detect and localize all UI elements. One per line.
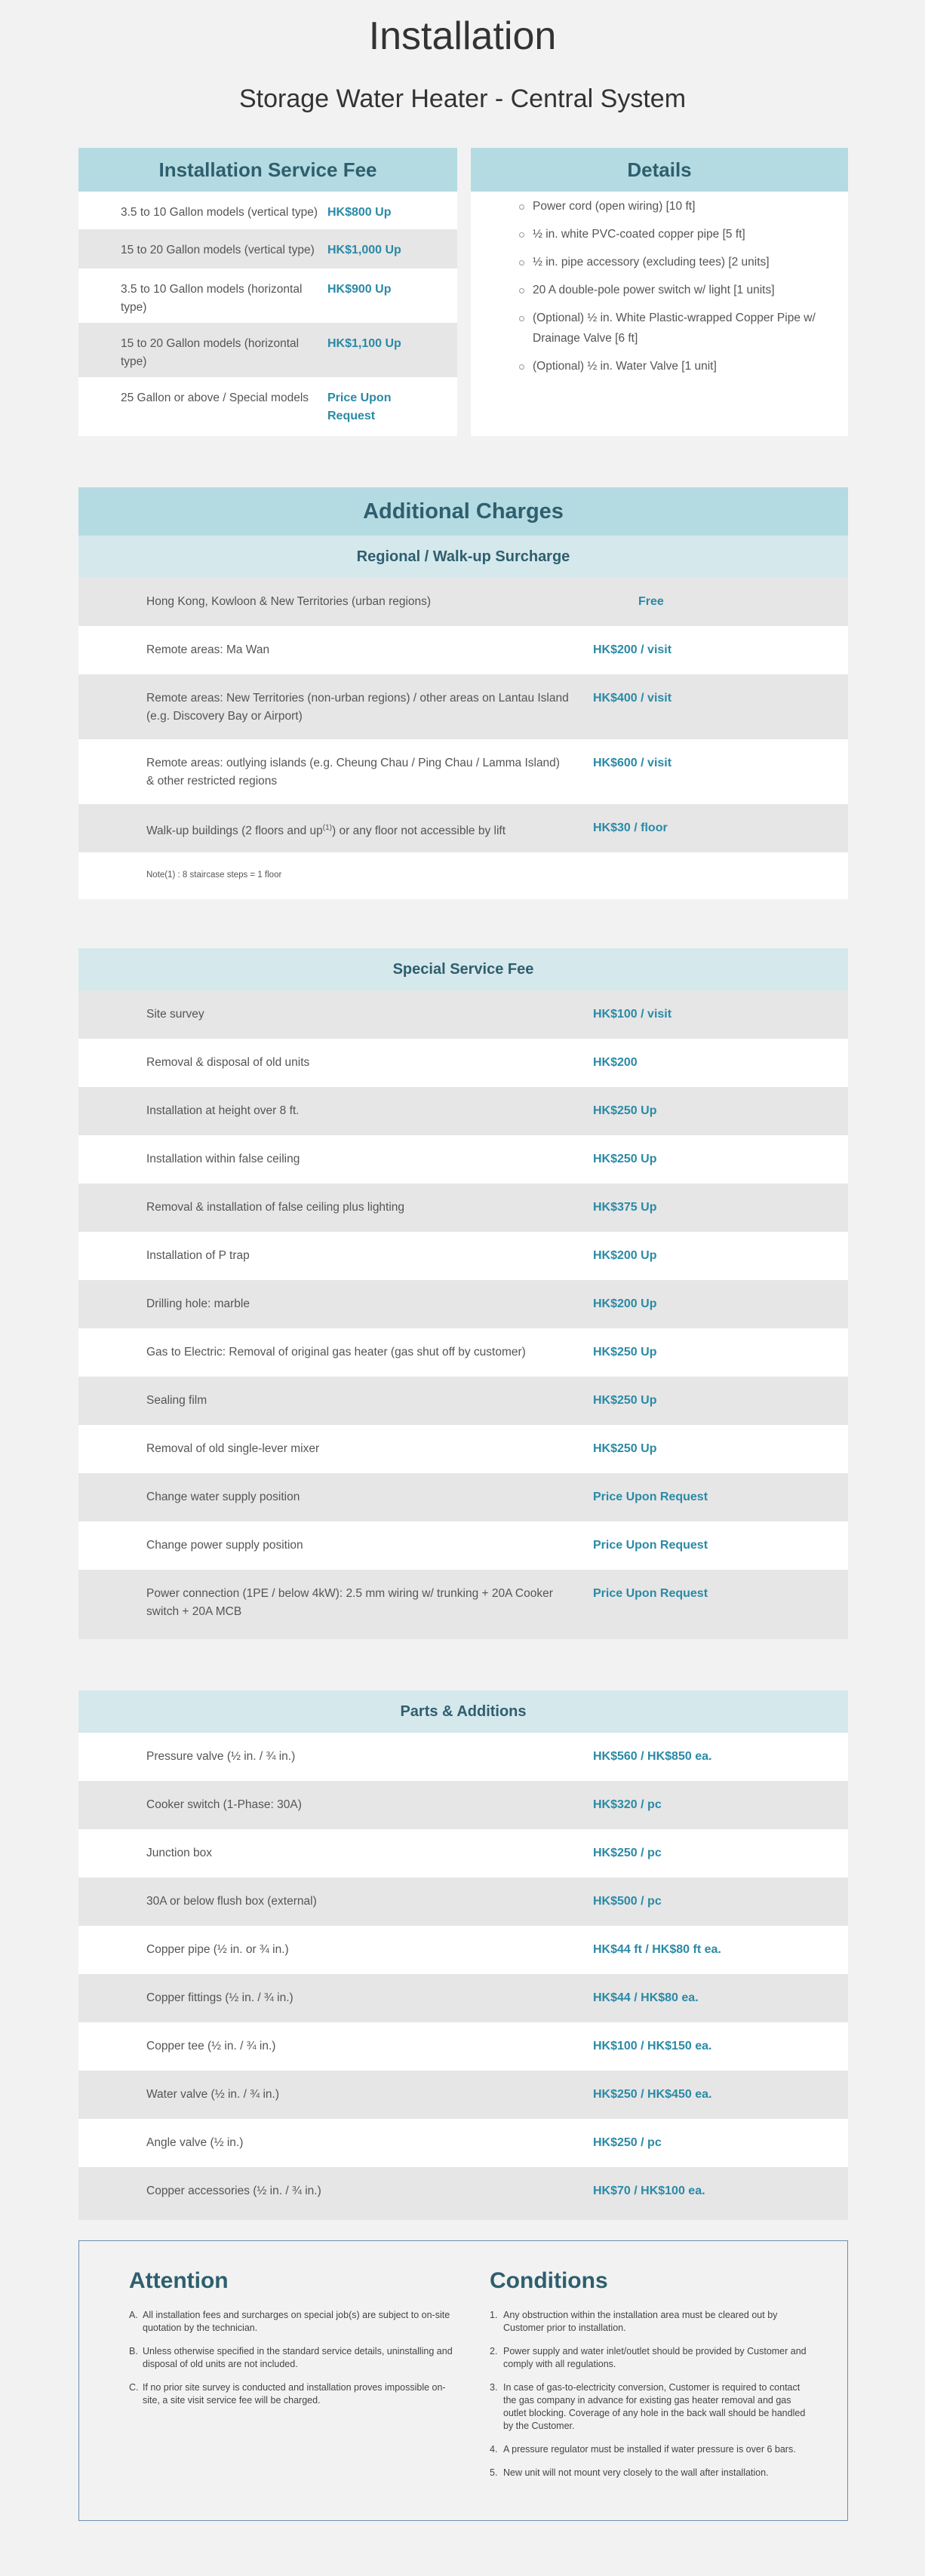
row-label: Copper tee (½ in. / ¾ in.) [146, 2040, 276, 2053]
row-price: HK$250 Up [593, 1442, 657, 1455]
list-marker: 5. [490, 2467, 498, 2478]
list-text: Power supply and water inlet/outlet should be provided by Customer and comply with all regulations. [503, 2346, 807, 2369]
row-price: HK$250 / pc [593, 2136, 662, 2149]
table-row [78, 1039, 848, 1087]
parts-heading: Parts & Additions [78, 1690, 848, 1733]
conditions-heading: Conditions [490, 2268, 608, 2293]
row-price: HK$200 [593, 1056, 638, 1069]
fee-price: HK$800 Up [327, 206, 392, 219]
fee-row [78, 192, 457, 229]
row-price: HK$500 / pc [593, 1895, 662, 1908]
row-price: HK$375 Up [593, 1201, 657, 1214]
fee-label: 3.5 to 10 Gallon models (vertical type) [121, 206, 318, 219]
list-item: (Optional) ½ in. White Plastic-wrapped Copper Pipe w/ Drainage Valve [6 ft] [509, 308, 825, 348]
row-label: Power connection (1PE / below 4kW): 2.5 mm wiring w/ trunking + 20A Cooker switch + 20A MCB [146, 1587, 553, 1618]
fee-row [78, 269, 457, 323]
row-label: Removal & installation of false ceiling plus lighting [146, 1201, 405, 1214]
table-row [78, 1829, 848, 1878]
row-label: Hong Kong, Kowloon & New Territories (urban regions) [146, 595, 432, 608]
row-label: Remote areas: outlying islands (e.g. Cheung Chau / Ping Chau / Lamma Island) & other restricted regions [146, 757, 560, 788]
installation-fee-heading: Installation Service Fee [78, 148, 457, 192]
fee-label: 15 to 20 Gallon models (vertical type) [121, 244, 315, 256]
row-price: HK$200 / visit [593, 643, 672, 656]
details-heading: Details [471, 148, 848, 192]
row-label: Change water supply position [146, 1491, 300, 1503]
row-label: Removal & disposal of old units [146, 1056, 310, 1069]
list-marker: A. [129, 2310, 138, 2320]
row-price: HK$70 / HK$100 ea. [593, 2185, 705, 2197]
row-label: Removal of old single-lever mixer [146, 1442, 320, 1455]
list-item: 20 A double-pole power switch w/ light [1 units] [509, 280, 825, 300]
installation-fee-panel [78, 148, 457, 436]
fee-row [78, 229, 457, 269]
row-label: 30A or below flush box (external) [146, 1895, 317, 1908]
table-row [78, 2022, 848, 2071]
table-row [78, 1184, 848, 1232]
row-label: Copper pipe (½ in. or ¾ in.) [146, 1943, 289, 1956]
row-price: HK$600 / visit [593, 757, 672, 769]
row-price: HK$250 Up [593, 1104, 657, 1117]
row-price: HK$250 Up [593, 1394, 657, 1407]
fee-label: 15 to 20 Gallon models (horizontal type) [121, 337, 300, 368]
list-item: ½ in. pipe accessory (excluding tees) [2 units] [509, 252, 825, 272]
row-label: Remote areas: Ma Wan [146, 643, 270, 656]
table-row [78, 1328, 848, 1377]
list-marker: 2. [490, 2346, 498, 2356]
row-price: HK$560 / HK$850 ea. [593, 1750, 712, 1763]
table-row [78, 1733, 848, 1781]
list-marker: 1. [490, 2310, 498, 2320]
footnote: Note(1) : 8 staircase steps = 1 floor [146, 870, 282, 880]
table-row [78, 1570, 848, 1639]
table-row [78, 674, 848, 739]
table-row [78, 804, 848, 852]
row-price: Price Upon Request [593, 1587, 708, 1600]
row-price: HK$100 / visit [593, 1008, 672, 1021]
row-label: Junction box [146, 1847, 213, 1859]
list-text: New unit will not mount very closely to the wall after installation. [503, 2467, 769, 2478]
row-label: Installation at height over 8 ft. [146, 1104, 300, 1117]
list-text: Any obstruction within the installation area must be cleared out by Customer prior to installation. [503, 2310, 778, 2333]
special-service-section [78, 948, 848, 1639]
list-item [129, 2345, 453, 2371]
row-price: HK$30 / floor [593, 821, 668, 834]
row-label: Pressure valve (½ in. / ¾ in.) [146, 1750, 296, 1763]
conditions-column [490, 2268, 814, 2490]
table-row [78, 1087, 848, 1135]
row-price: HK$200 Up [593, 1249, 657, 1262]
attention-column [129, 2268, 453, 2418]
row-price: HK$200 Up [593, 1297, 657, 1310]
fee-price: HK$1,100 Up [327, 337, 401, 350]
table-row [78, 2071, 848, 2119]
attention-heading: Attention [129, 2268, 229, 2293]
details-list [509, 196, 825, 384]
note-row [78, 852, 848, 899]
parts-section [78, 1690, 848, 2220]
row-label: Sealing film [146, 1394, 207, 1407]
list-item [490, 2443, 814, 2456]
row-label: Copper fittings (½ in. / ¾ in.) [146, 1991, 293, 2004]
row-price: Free [638, 595, 664, 608]
list-item: (Optional) ½ in. Water Valve [1 unit] [509, 356, 825, 376]
list-marker: B. [129, 2346, 138, 2356]
row-label: Site survey [146, 1008, 204, 1021]
list-item [129, 2309, 453, 2335]
list-text: Unless otherwise specified in the standard service details, uninstalling and disposal of old units are not included. [143, 2346, 453, 2369]
fee-label: 25 Gallon or above / Special models [121, 391, 309, 404]
row-price: HK$100 / HK$150 ea. [593, 2040, 712, 2053]
table-row [78, 1232, 848, 1280]
list-item [490, 2345, 814, 2371]
notice-box [78, 2240, 848, 2521]
row-price: HK$320 / pc [593, 1798, 662, 1811]
special-service-heading: Special Service Fee [78, 948, 848, 990]
row-label: Installation within false ceiling [146, 1153, 300, 1165]
row-label: Installation of P trap [146, 1249, 250, 1262]
fee-price: Price Upon Request [327, 391, 392, 422]
table-row [78, 2119, 848, 2167]
table-row [78, 739, 848, 804]
row-label [146, 819, 569, 840]
table-row [78, 1521, 848, 1570]
list-marker: 3. [490, 2382, 498, 2393]
row-price: Price Upon Request [593, 1539, 708, 1552]
row-label-part: Walk-up buildings (2 floors and up [146, 824, 323, 838]
list-marker: C. [129, 2382, 139, 2393]
table-row [78, 626, 848, 674]
fee-label: 3.5 to 10 Gallon models (horizontal type) [121, 283, 303, 314]
row-price: HK$400 / visit [593, 692, 672, 705]
attention-list [129, 2309, 453, 2407]
row-price: HK$250 / pc [593, 1847, 662, 1859]
list-item: Power cord (open wiring) [10 ft] [509, 196, 825, 216]
table-row [78, 1280, 848, 1328]
row-label: Cooker switch (1-Phase: 30A) [146, 1798, 302, 1811]
row-price: HK$44 ft / HK$80 ft ea. [593, 1943, 721, 1956]
table-row [78, 1473, 848, 1521]
row-label: Remote areas: New Territories (non-urban regions) / other areas on Lantau Island (e.g. Discovery Bay or Airport) [146, 692, 569, 723]
row-price: Price Upon Request [593, 1491, 708, 1503]
list-text: If no prior site survey is conducted and installation proves impossible on-site, a site visit service fee will be charged. [143, 2382, 446, 2406]
conditions-list [490, 2309, 814, 2479]
additional-charges-heading: Additional Charges [78, 487, 848, 536]
table-row [78, 990, 848, 1039]
fee-price: HK$1,000 Up [327, 244, 401, 256]
list-item [490, 2467, 814, 2479]
fee-row [78, 323, 457, 377]
list-text: A pressure regulator must be installed if water pressure is over 6 bars. [503, 2444, 796, 2455]
row-price: HK$250 Up [593, 1346, 657, 1359]
row-label: Angle valve (½ in.) [146, 2136, 244, 2149]
row-label: Change power supply position [146, 1539, 303, 1552]
table-row [78, 1425, 848, 1473]
row-label: Drilling hole: marble [146, 1297, 250, 1310]
table-row [78, 1878, 848, 1926]
list-item: ½ in. white PVC-coated copper pipe [5 ft] [509, 224, 825, 244]
page-subtitle: Storage Water Heater - Central System [238, 84, 687, 113]
row-label: Water valve (½ in. / ¾ in.) [146, 2088, 280, 2101]
table-row [78, 578, 848, 626]
list-item [490, 2309, 814, 2335]
table-row [78, 1377, 848, 1425]
row-label: Gas to Electric: Removal of original gas heater (gas shut off by customer) [146, 1346, 526, 1359]
row-price: HK$44 / HK$80 ea. [593, 1991, 699, 2004]
regional-surcharge-heading: Regional / Walk-up Surcharge [78, 536, 848, 578]
table-row [78, 1135, 848, 1184]
additional-charges-section [78, 487, 848, 899]
table-row [78, 2167, 848, 2220]
table-row [78, 1926, 848, 1974]
fee-row [78, 377, 457, 436]
table-row [78, 1974, 848, 2022]
list-text: In case of gas-to-electricity conversion, Customer is required to contact the gas company in advance for existing gas heater removal and gas outlet blocking. Coverage of any hole in the back wall should be handled by the Customer. [503, 2382, 806, 2431]
details-panel [471, 148, 848, 436]
footnote-marker: (1) [322, 824, 333, 832]
page-title: Installation [368, 14, 557, 58]
row-label: Copper accessories (½ in. / ¾ in.) [146, 2185, 321, 2197]
row-price: HK$250 Up [593, 1153, 657, 1165]
list-item [129, 2381, 453, 2407]
row-label-part: ) or any floor not accessible by lift [332, 824, 506, 838]
list-item [490, 2381, 814, 2433]
row-price: HK$250 / HK$450 ea. [593, 2088, 712, 2101]
list-text: All installation fees and surcharges on special job(s) are subject to on-site quotation by the technician. [143, 2310, 450, 2333]
fee-price: HK$900 Up [327, 283, 392, 296]
table-row [78, 1781, 848, 1829]
list-marker: 4. [490, 2444, 498, 2455]
